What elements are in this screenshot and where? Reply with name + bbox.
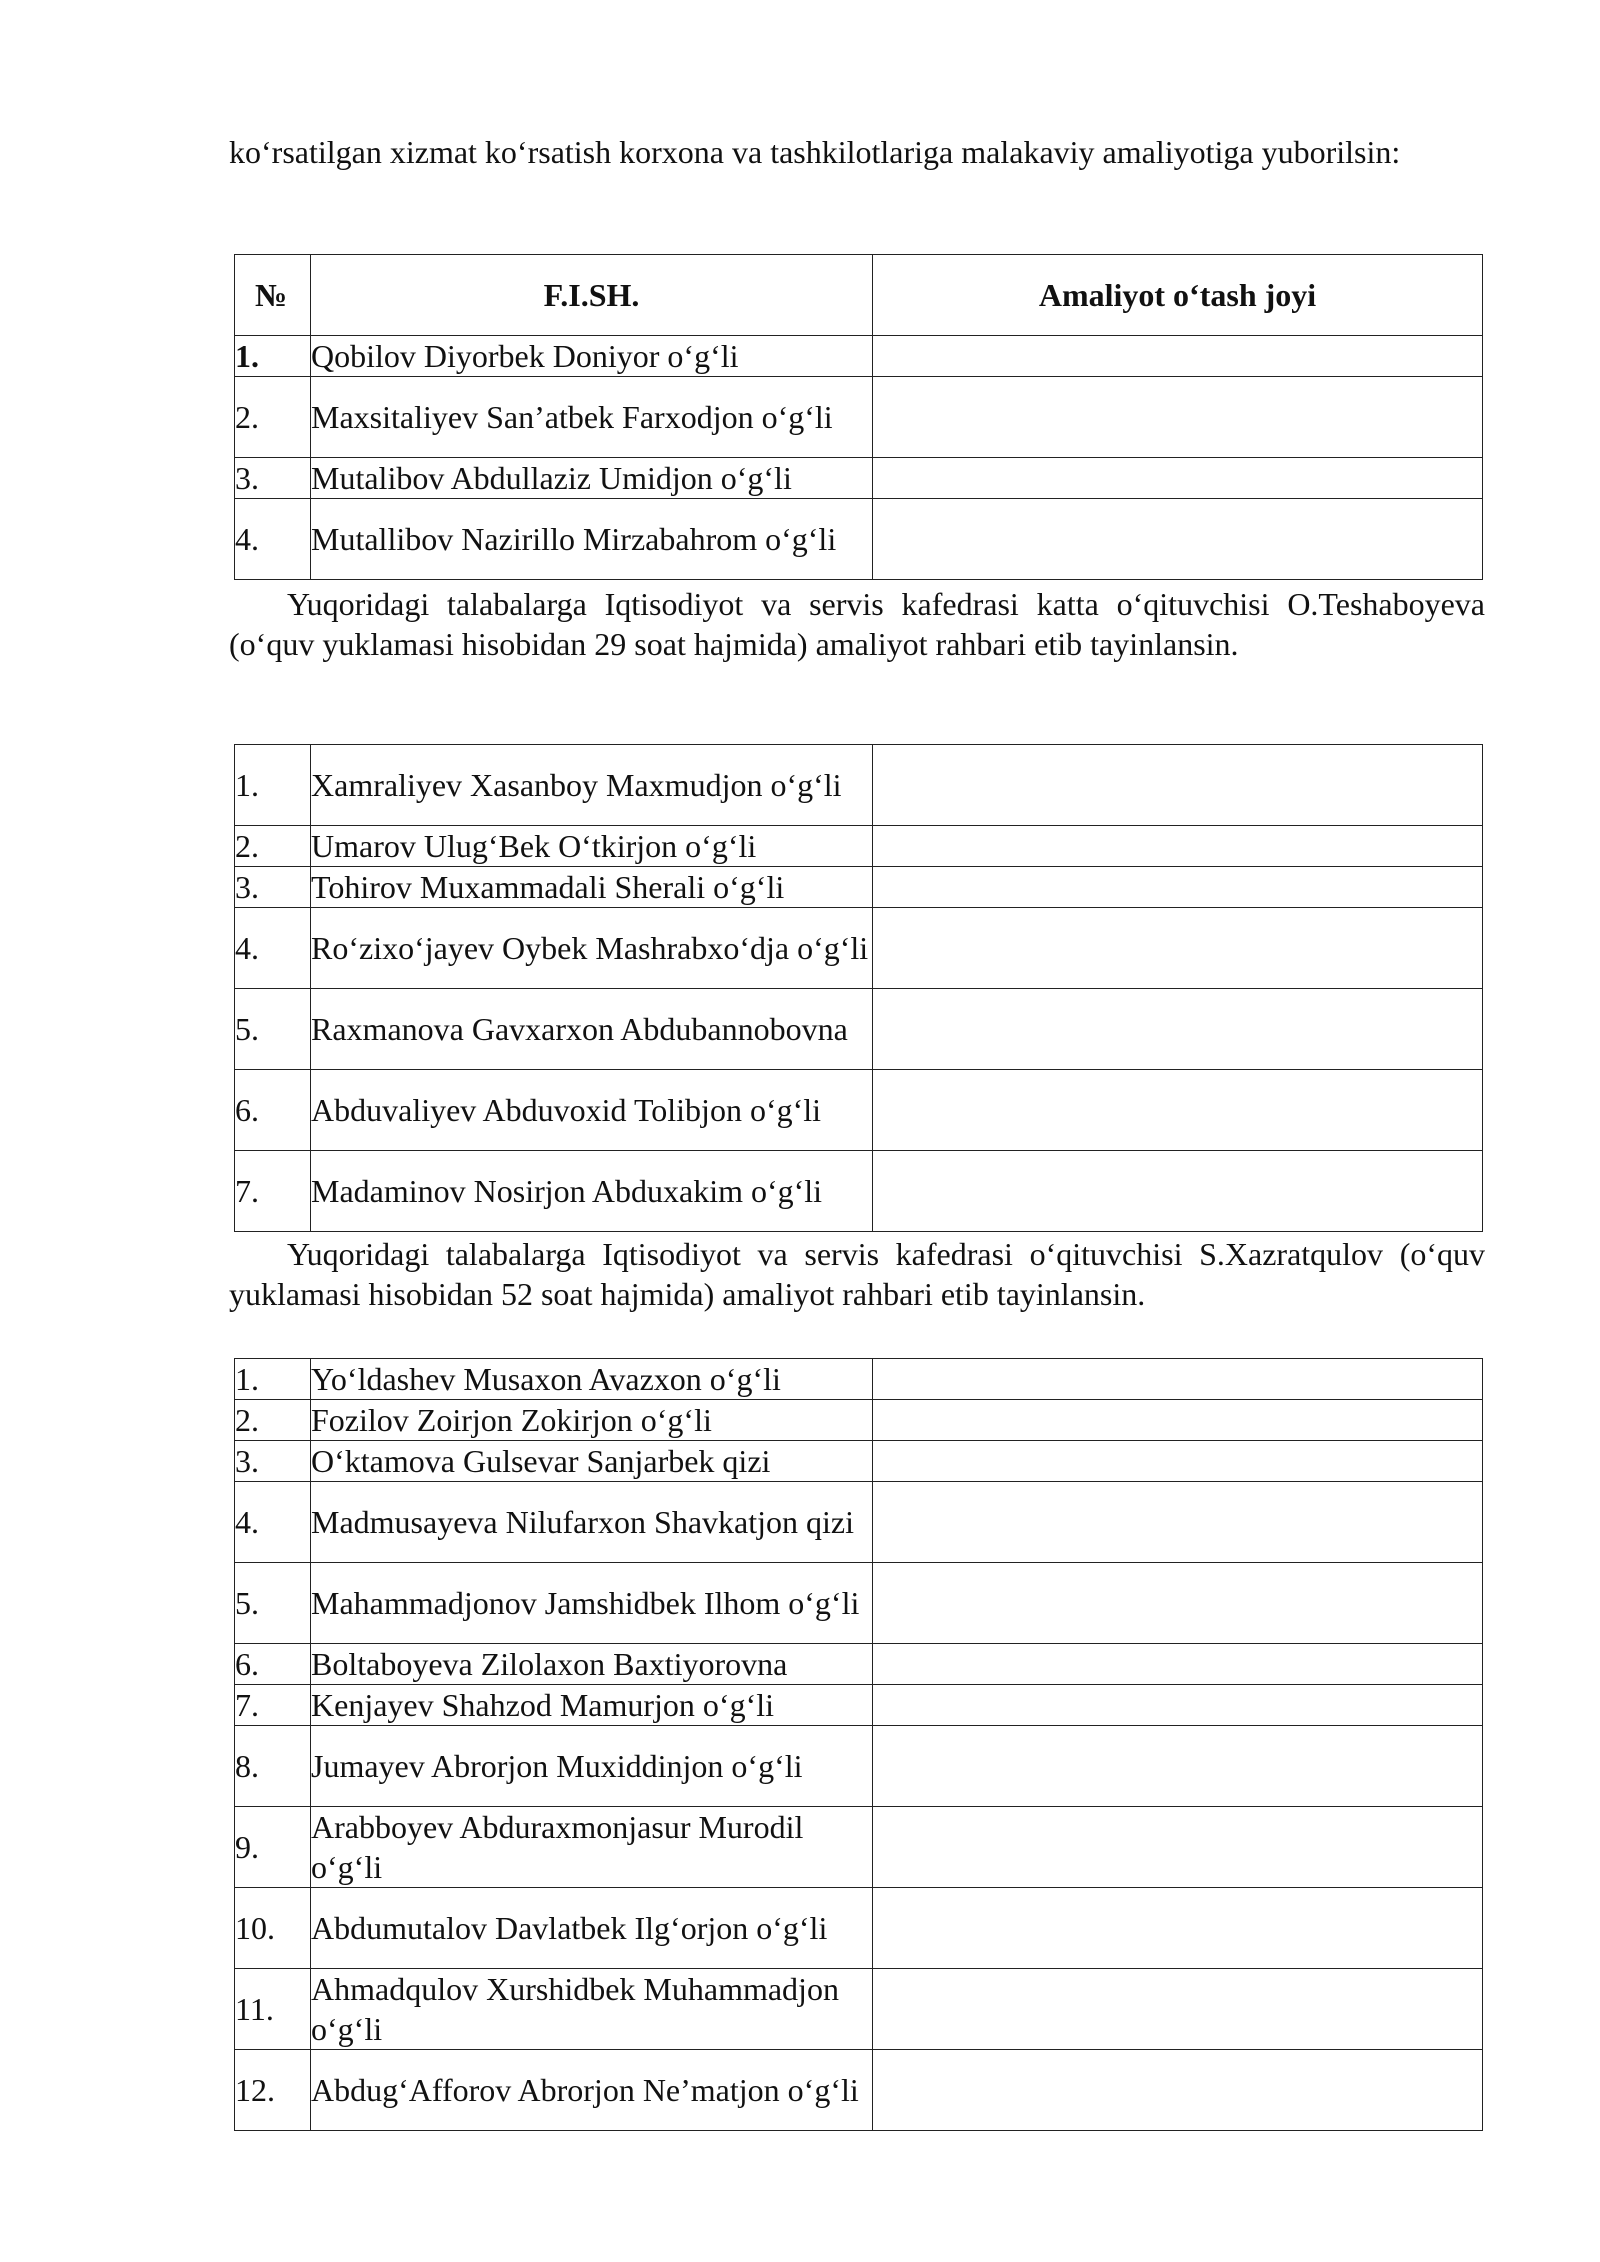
practice-place-cell	[873, 458, 1483, 499]
supervisor-paragraph-2-text: Yuqoridagi talabalarga Iqtisodiyot va servis kafedrasi o‘qituvchisi S.Xazratqulov (o‘quv yuklamasi hisobidan 52 soat hajmida) amaliyot rahbari etib tayinlansin.	[229, 1236, 1485, 1312]
header-practice-place: Amaliyot o‘tash joyi	[873, 255, 1483, 336]
table-row	[235, 458, 1483, 499]
row-number: 6.	[235, 1070, 311, 1151]
student-name: Maxsitaliyev San’atbek Farxodjon o‘g‘li	[311, 377, 873, 458]
row-number: 3.	[235, 1441, 311, 1482]
row-number: 12.	[235, 2050, 311, 2131]
student-name: Mahammadjonov Jamshidbek Ilhom o‘g‘li	[311, 1563, 873, 1644]
student-name: Qobilov Diyorbek Doniyor o‘g‘li	[311, 336, 873, 377]
student-name: Mutalibov Abdullaziz Umidjon o‘g‘li	[311, 458, 873, 499]
student-name: Boltaboyeva Zilolaxon Baxtiyorovna	[311, 1644, 873, 1685]
practice-place-cell	[873, 1070, 1483, 1151]
student-name: Tohirov Muxammadali Sherali o‘g‘li	[311, 867, 873, 908]
row-number: 1.	[235, 745, 311, 826]
table-row	[235, 908, 1483, 989]
table-row	[235, 1359, 1483, 1400]
practice-place-cell	[873, 745, 1483, 826]
table-row	[235, 377, 1483, 458]
table-row	[235, 1400, 1483, 1441]
row-number: 2.	[235, 1400, 311, 1441]
student-name: Madmusayeva Nilufarxon Shavkatjon qizi	[311, 1482, 873, 1563]
row-number: 1.	[235, 1359, 311, 1400]
row-number: 1.	[235, 336, 311, 377]
row-number: 10.	[235, 1888, 311, 1969]
table-row	[235, 989, 1483, 1070]
practice-place-cell	[873, 1400, 1483, 1441]
table-row	[235, 1644, 1483, 1685]
practice-place-cell	[873, 2050, 1483, 2131]
student-name: Raxmanova Gavxarxon Abdubannobovna	[311, 989, 873, 1070]
practice-place-cell	[873, 1726, 1483, 1807]
practice-place-cell	[873, 499, 1483, 580]
table-row	[235, 499, 1483, 580]
intro-paragraph: ko‘rsatilgan xizmat ko‘rsatish korxona va tashkilotlariga malakaviy amaliyotiga yuborilsin:	[229, 134, 1401, 170]
practice-place-cell	[873, 377, 1483, 458]
row-number: 3.	[235, 867, 311, 908]
practice-place-cell	[873, 1482, 1483, 1563]
practice-place-cell	[873, 908, 1483, 989]
table-row	[235, 826, 1483, 867]
student-name: Ahmadqulov Xurshidbek Muhammadjon o‘g‘li	[311, 1969, 873, 2050]
table-row	[235, 1685, 1483, 1726]
practice-place-cell	[873, 1151, 1483, 1232]
row-number: 3.	[235, 458, 311, 499]
row-number: 8.	[235, 1726, 311, 1807]
table-row	[235, 2050, 1483, 2131]
table-row	[235, 1807, 1483, 1888]
row-number: 7.	[235, 1151, 311, 1232]
practice-place-cell	[873, 989, 1483, 1070]
practice-place-cell	[873, 1969, 1483, 2050]
student-name: Kenjayev Shahzod Mamurjon o‘g‘li	[311, 1685, 873, 1726]
table-row	[235, 1969, 1483, 2050]
students-table-3	[234, 1358, 1483, 2131]
table-row	[235, 1482, 1483, 1563]
practice-place-cell	[873, 1644, 1483, 1685]
row-number: 2.	[235, 377, 311, 458]
table-row	[235, 1563, 1483, 1644]
practice-place-cell	[873, 1441, 1483, 1482]
table-row	[235, 1888, 1483, 1969]
student-name: Umarov Ulug‘Bek O‘tkirjon o‘g‘li	[311, 826, 873, 867]
student-name: Jumayev Abrorjon Muxiddinjon o‘g‘li	[311, 1726, 873, 1807]
row-number: 4.	[235, 1482, 311, 1563]
table-row	[235, 745, 1483, 826]
practice-place-cell	[873, 1685, 1483, 1726]
supervisor-paragraph-2	[229, 1234, 1485, 1314]
table-row	[235, 867, 1483, 908]
row-number: 5.	[235, 989, 311, 1070]
header-number: №	[235, 255, 311, 336]
row-number: 4.	[235, 499, 311, 580]
practice-place-cell	[873, 1807, 1483, 1888]
students-table-2	[234, 744, 1483, 1232]
student-name: Arabboyev Abduraxmonjasur Murodil o‘g‘li	[311, 1807, 873, 1888]
row-number: 11.	[235, 1969, 311, 2050]
student-name: Abdumutalov Davlatbek Ilg‘orjon o‘g‘li	[311, 1888, 873, 1969]
table-row	[235, 1151, 1483, 1232]
student-name: Mutallibov Nazirillo Mirzabahrom o‘g‘li	[311, 499, 873, 580]
row-number: 5.	[235, 1563, 311, 1644]
student-name: Abduvaliyev Abduvoxid Tolibjon o‘g‘li	[311, 1070, 873, 1151]
practice-place-cell	[873, 867, 1483, 908]
row-number: 7.	[235, 1685, 311, 1726]
student-name: Fozilov Zoirjon Zokirjon o‘g‘li	[311, 1400, 873, 1441]
students-table-1	[234, 254, 1483, 580]
table-row	[235, 1070, 1483, 1151]
row-number: 4.	[235, 908, 311, 989]
supervisor-paragraph-1-text: Yuqoridagi talabalarga Iqtisodiyot va servis kafedrasi katta o‘qituvchisi O.Teshaboyeva (o‘quv yuklamasi hisobidan 29 soat hajmida) amaliyot rahbari etib tayinlansin.	[229, 586, 1485, 662]
header-fish: F.I.SH.	[311, 255, 873, 336]
student-name: Xamraliyev Xasanboy Maxmudjon o‘g‘li	[311, 745, 873, 826]
practice-place-cell	[873, 1563, 1483, 1644]
table-row	[235, 1726, 1483, 1807]
supervisor-paragraph-1	[229, 584, 1485, 664]
student-name: Yo‘ldashev Musaxon Avazxon o‘g‘li	[311, 1359, 873, 1400]
student-name: Abdug‘Afforov Abrorjon Ne’matjon o‘g‘li	[311, 2050, 873, 2131]
row-number: 9.	[235, 1807, 311, 1888]
practice-place-cell	[873, 1888, 1483, 1969]
practice-place-cell	[873, 1359, 1483, 1400]
row-number: 6.	[235, 1644, 311, 1685]
student-name: Madaminov Nosirjon Abduxakim o‘g‘li	[311, 1151, 873, 1232]
student-name: O‘ktamova Gulsevar Sanjarbek qizi	[311, 1441, 873, 1482]
practice-place-cell	[873, 826, 1483, 867]
row-number: 2.	[235, 826, 311, 867]
table-row	[235, 336, 1483, 377]
practice-place-cell	[873, 336, 1483, 377]
student-name: Ro‘zixo‘jayev Oybek Mashrabxo‘dja o‘g‘li	[311, 908, 873, 989]
table-row	[235, 1441, 1483, 1482]
